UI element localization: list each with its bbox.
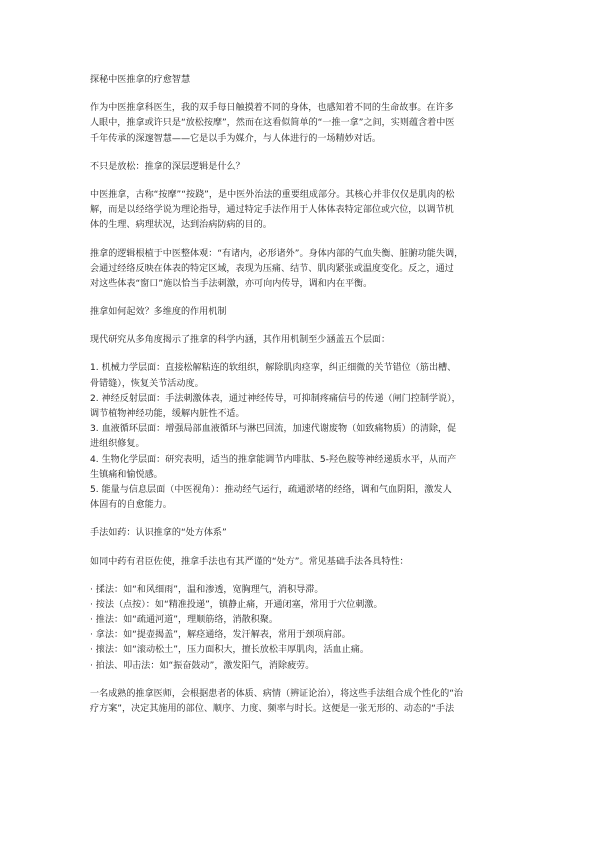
list-item: · 按法（点按）：如“精准投递”，镇静止痛，开通闭塞，常用于穴位刺激。 (90, 599, 383, 610)
paragraph-line: 一名成熟的推拿医师，会根据患者的体质、病情（辨证论治），将这些手法组合成个性化的“治 (90, 688, 464, 699)
paragraph-line: 会通过经络反映在体表的特定区域，表现为压痛、结节、肌肉紧张或温度变化。反之，通过 (90, 263, 454, 274)
paragraph (90, 687, 506, 717)
paragraph-line: 作为中医推拿科医生，我的双手每日触摸着不同的身体，也感知着不同的生命故事。在许多 (90, 103, 454, 114)
paragraph-line: 现代研究从多角度揭示了推拿的科学内涵，其作用机制至少涵盖五个层面： (90, 335, 391, 346)
list-item: · 㨰法：如“滚动松土”，压力面积大，擅长放松丰厚肌肉，活血止痛。 (90, 645, 369, 656)
list-item: · 揉法：如“和风细雨”，温和渗透，宽胸理气，消积导滞。 (90, 584, 324, 595)
paragraph-line: 疗方案”，决定其施用的部位、顺序、力度、频率与时长。这便是一张无形的、动态的“手法 (90, 704, 455, 714)
list-item-continuation: 进组织修复。 (90, 439, 145, 450)
list-item: 3. 血液循环层面：增强局部血液循环与淋巴回流，加速代谢废物（如致痛物质）的清除，促 (90, 424, 457, 435)
list-item: 5. 能量与信息层面（中医视角）：推动经气运行，疏通淤堵的经络，调和气血阴阳，激发人 (90, 484, 452, 495)
paragraph-line: 解，而是以经络学说为理论指导，通过特定手法作用于人体体表特定部位或穴位，以调节机 (90, 205, 454, 216)
list-item-continuation: 生镇痛和愉悦感。 (90, 469, 163, 480)
section-heading: 推拿如何起效？多维度的作用机制 (90, 307, 227, 318)
intro-paragraph (90, 101, 506, 147)
section-heading: 手法如药：认识推拿的“处方体系” (90, 528, 227, 539)
list-item: 4. 生物化学层面：研究表明，适当的推拿能调节内啡肽、5-羟色胺等神经递质水平，从而产 (90, 454, 457, 465)
paragraph-line: 体的生理、病理状况，达到治病防病的目的。 (90, 220, 272, 231)
mechanism-list (90, 361, 506, 513)
paragraph-line: 中医推拿，古称“按摩”“按跷”，是中医外治法的重要组成部分。其核心并非仅仅是肌肉的松 (90, 189, 455, 200)
list-item: · 推法：如“疏通河道”，理顺筋络，消散积聚。 (90, 615, 278, 626)
paragraph (90, 247, 506, 293)
paragraph-line: 推拿的逻辑根植于中医整体观：“有诸内，必形诸外”。身体内部的气血失衡、脏腑功能失调， (90, 248, 464, 259)
list-item: 2. 神经反射层面：手法刺激体表，通过神经传导，可抑制疼痛信号的传递（闸门控制学说）， (90, 393, 461, 404)
list-item: 1. 机械力学层面：直接松解粘连的软组织，解除肌肉痉挛，纠正细微的关节错位（筋出槽、 (90, 363, 457, 374)
document-title: 探秘中医推拿的疗愈智慧 (90, 75, 191, 85)
list-item-continuation: 骨错缝），恢复关节活动度。 (90, 378, 204, 389)
list-item: · 拿法：如“提壶揭盖”，解痉通络，发汗解表，常用于颈项肩部。 (90, 630, 351, 641)
section-heading: 不只是放松：推拿的深层逻辑是什么？ (90, 161, 245, 172)
list-item-continuation: 调节植物神经功能，缓解内脏性不适。 (90, 409, 245, 419)
document-page (90, 73, 506, 717)
list-item-continuation: 体固有的自愈能力。 (90, 500, 172, 511)
paragraph-line: 千年传承的深邃智慧——它是以手为媒介，与人体进行的一场精妙对话。 (90, 133, 382, 144)
paragraph-line: 人眼中，推拿或许只是“放松按摩”，然而在这看似简单的“一推一拿”之间，实则蕴含着中医 (90, 118, 455, 129)
list-item: · 拍法、叩击法：如“振奋鼓动”，激发阳气，消除疲劳。 (90, 660, 315, 671)
paragraph-line: 如同中药有君臣佐使，推拿手法也有其严谨的“处方”。常见基础手法各具特性： (90, 556, 409, 567)
paragraph (90, 188, 506, 234)
technique-list (90, 583, 506, 674)
paragraph-line: 对这些体表“窗口”施以恰当手法刺激，亦可向内传导，调和内在平衡。 (90, 278, 373, 289)
